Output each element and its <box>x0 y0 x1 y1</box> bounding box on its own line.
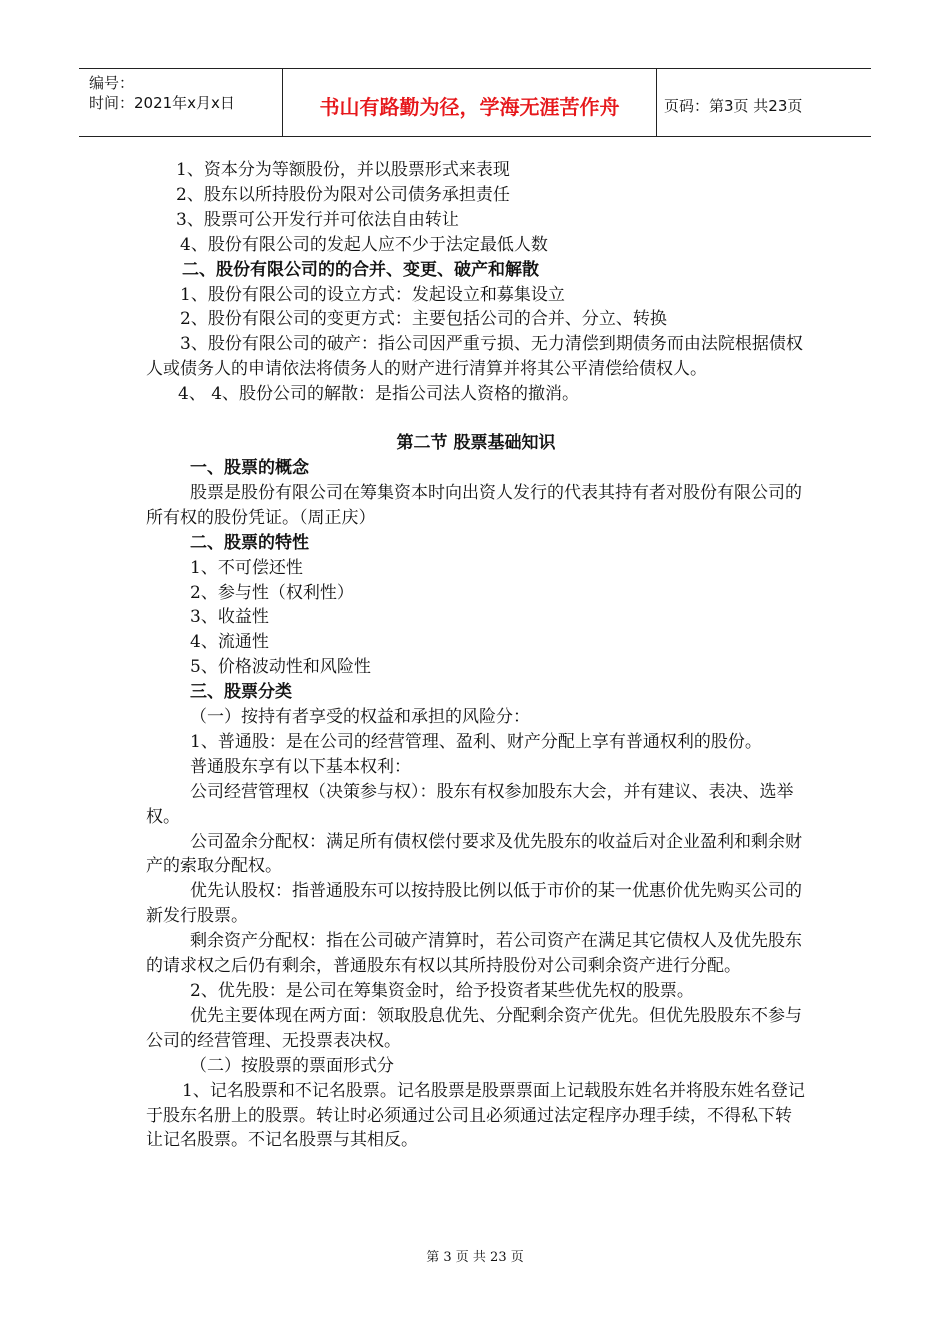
list-item: 3、收益性 <box>190 607 269 628</box>
paragraph: 2、优先股：是公司在筹集资金时，给予投资者某些优先权的股票。 <box>190 981 694 1001</box>
paragraph: 3、股票可公开发行并可依法自由转让 <box>176 209 459 230</box>
paragraph: 2、股份有限公司的变更方式：主要包括公司的合并、分立、转换 <box>180 309 667 330</box>
list-item: 5、价格波动性和风险性 <box>190 657 371 678</box>
paragraph: 4、 4、股份公司的解散：是指公司法人资格的撤消。 <box>178 384 580 405</box>
number-label: 编号： <box>89 74 135 92</box>
document-body <box>146 158 806 1153</box>
list-item: 2、参与性（权利性） <box>190 582 354 603</box>
paragraph: 1、资本分为等额股份，并以股票形式来表现 <box>176 160 510 180</box>
header-meta <box>89 73 235 113</box>
paragraph: 剩余资产分配权：指在公司破产清算时，若公司资产在满足其它债权人及优先股东的请求权之后仍有剩余，普通股东有权以其所持股份对公司剩余资产进行分配。 <box>146 931 802 977</box>
section-heading: 一、股票的概念 <box>190 457 309 478</box>
list-item: 4、流通性 <box>190 632 269 653</box>
paragraph: 1、记名股票和不记名股票。记名股票是股票票面上记载股东姓名并将股东姓名登记于股东名册上的股票。转让时必须通过公司且必须通过法定程序办理手续，不得私下转让记名股票。不记名股票与其相反。 <box>146 1080 805 1151</box>
section-title: 第二节 股票基础知识 <box>396 433 556 454</box>
header-page-label: 页码：第3页 共23页 <box>664 97 803 115</box>
paragraph: （二）按股票的票面形式分 <box>190 1055 394 1076</box>
spacer <box>146 407 806 431</box>
header-divider <box>656 69 657 136</box>
paragraph: 公司经营管理权（决策参与权）：股东有权参加股东大会，并有建议、表决、选举权。 <box>146 781 794 827</box>
paragraph: 1、股份有限公司的设立方式：发起设立和募集设立 <box>180 284 565 305</box>
section-heading: 二、股份有限公司的的合并、变更、破产和解散 <box>182 259 539 280</box>
paragraph: 股票是股份有限公司在筹集资本时向出资人发行的代表其持有者对股份有限公司的所有权的股份凭证。（周正庆） <box>146 482 802 528</box>
paragraph: 3、股份有限公司的破产：指公司因严重亏损、无力清偿到期债务而由法院根据债权人或债务人的申请依法将债务人的财产进行清算并将其公平清偿给债权人。 <box>146 334 803 380</box>
paragraph: 2、股东以所持股份为限对公司债务承担责任 <box>176 184 510 205</box>
page-header <box>79 68 871 137</box>
paragraph: 公司盈余分配权：满足所有债权偿付要求及优先股东的收益后对企业盈利和剩余财产的索取分配权。 <box>146 831 802 877</box>
paragraph: 优先认股权：指普通股东可以按持股比例以低于市价的某一优惠价优先购买公司的新发行股票。 <box>146 881 802 927</box>
paragraph: 1、普通股：是在公司的经营管理、盈利、财产分配上享有普通权利的股份。 <box>190 731 762 752</box>
section-heading: 二、股票的特性 <box>190 532 309 553</box>
paragraph: 优先主要体现在两方面：领取股息优先、分配剩余资产优先。但优先股股东不参与公司的经营管理、无投票表决权。 <box>146 1005 802 1051</box>
list-item: 1、不可偿还性 <box>190 557 303 578</box>
paragraph: （一）按持有者享受的权益和承担的风险分： <box>190 707 530 728</box>
time-label: 时间：2021年x月x日 <box>89 94 235 112</box>
section-heading: 三、股票分类 <box>190 682 292 703</box>
header-motto: 书山有路勤为径，学海无涯苦作舟 <box>319 95 620 119</box>
paragraph: 4、股份有限公司的发起人应不少于法定最低人数 <box>180 234 548 255</box>
page-footer: 第 3 页 共 23 页 <box>426 1250 524 1265</box>
paragraph: 普通股东享有以下基本权利： <box>190 756 411 777</box>
